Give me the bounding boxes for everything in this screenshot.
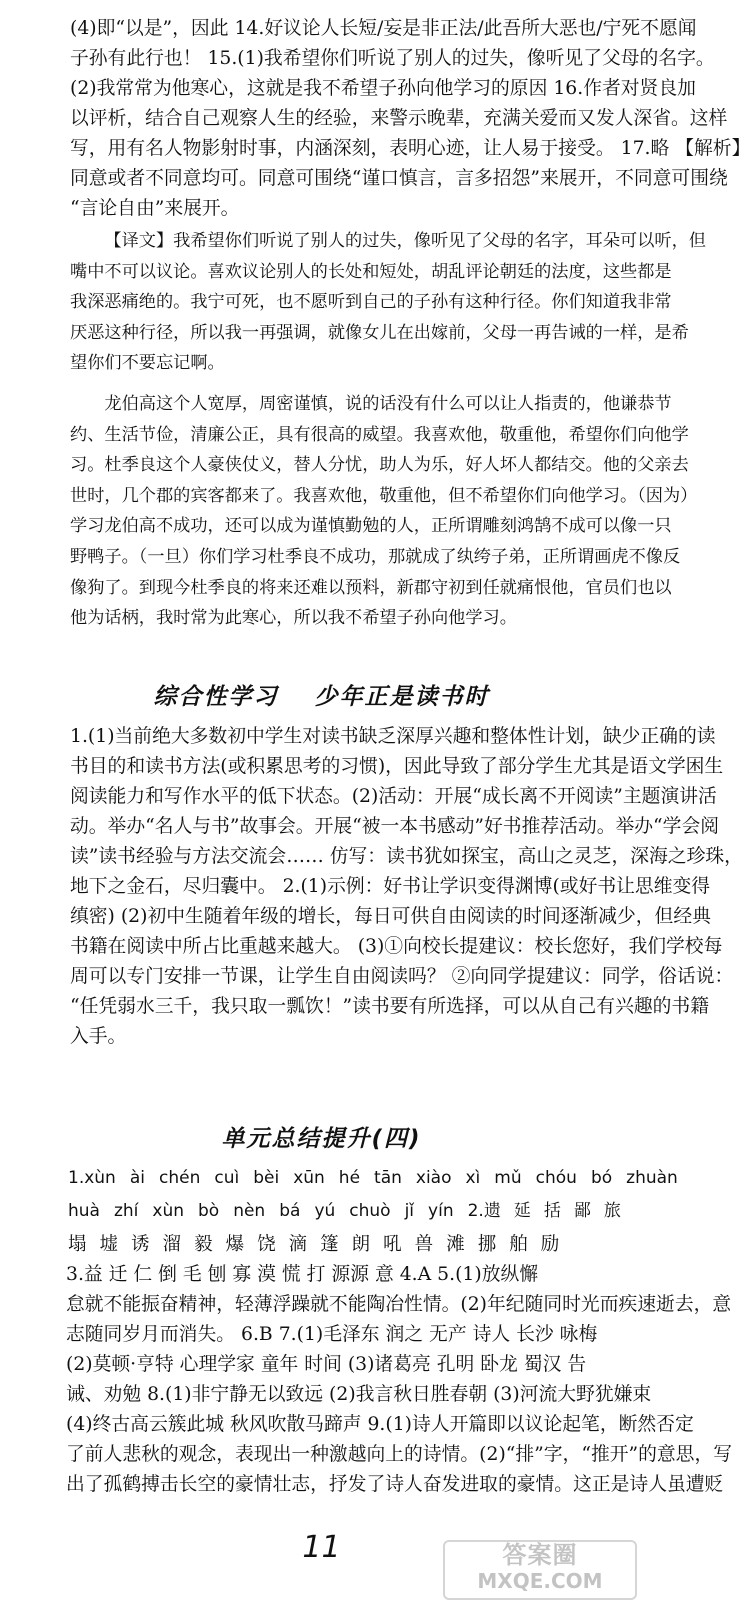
pinyin-item: xiào [415,1168,452,1188]
text-line: (4)终古高云簇此城 秋风吹散马蹄声 9.(1)诗人开篇即以议论起笔，断然否定 [66,1414,694,1435]
watermark-text-top: 答案圈 [502,1541,578,1569]
text-line: 书目的和读书方法(或积累思考的习惯)，因此导致了部分学生尤其是语文学困生 [70,756,724,777]
watermark-logo [443,1540,637,1600]
text-line: 嘴中不可以议论。喜欢议论别人的长处和短处，胡乱评论朝廷的法度，这些都是 [70,261,672,282]
pinyin-row-2 [68,1195,628,1228]
text-line: 以评析，结合自己观察人生的经验，来警示晚辈，充满关爱而又发人深省。这样 [70,108,728,129]
text-line: 周可以专门安排一节课，让学生自由阅读吗？ ②向同学提建议：同学，俗话说： [70,966,734,987]
pinyin-item: nèn [233,1201,266,1221]
pinyin-item: yú [314,1201,336,1221]
hanzi-item: 滴 [288,1234,308,1255]
hanzi-item: 舶 [509,1234,528,1255]
pinyin-item: xùn [152,1201,184,1221]
hanzi-item: 旅 [603,1201,621,1221]
pinyin-item: yín [428,1201,454,1221]
text-line: (4)即“以是”，因此 14.好议论人长短/妄是非正法/此吾所大恶也/宁死不愿闻 [70,18,697,39]
text-line: 学习龙伯高不成功，还可以成为谨慎勤勉的人，正所谓雕刻鸿鹄不成可以像一只 [70,516,672,537]
section-title-part-a: 综合性学习 [153,684,279,710]
pinyin-item: bá [279,1201,301,1221]
pinyin-item: hé [338,1168,361,1188]
text-line: 动。举办“名人与书”故事会。开展“被一本书感动”好书推荐活动。举办“学会阅 [70,816,720,837]
pinyin-item: mǔ [494,1168,522,1188]
pinyin-item: jǐ [404,1201,415,1221]
text-line: 诫、劝勉 8.(1)非宁静无以致远 (2)我言秋日胜春朝 (3)河流大野犹嫌束 [66,1384,652,1405]
text-line: 地下之金石，尽归囊中。 2.(1)示例：好书让学识变得渊博(或好书让思维变得 [70,876,711,897]
text-line: 子孙有此行也！ 15.(1)我希望你们听说了别人的过失，像听见了父母的名字。 [70,48,715,69]
pinyin-item: chuò [349,1201,391,1221]
pinyin-item: huà [68,1201,100,1221]
section-title-unit-summary: 单元总结提升(四) [221,1126,422,1152]
pinyin-item: 1.xùn [68,1168,116,1188]
hanzi-item: 朗 [351,1234,371,1255]
hanzi-item: 2.遗 [467,1201,501,1221]
pinyin-item: chén [158,1168,201,1188]
hanzi-item: 诱 [131,1234,150,1255]
hanzi-item: 鄙 [573,1201,591,1221]
text-line: 1.(1)当前绝大多数初中学生对读书缺乏深厚兴趣和整体性计划，缺少正确的读 [70,726,716,747]
pinyin-item: bèi [253,1168,280,1188]
hanzi-item: 墟 [99,1234,119,1255]
hanzi-item: 塌 [68,1234,87,1255]
hanzi-item: 吼 [383,1234,402,1255]
pinyin-item: bó [590,1168,613,1188]
answers-section-1 [70,14,750,224]
text-line: 读”读书经验与方法交流会…… 仿写：读书犹如探宝，高山之灵芝，深海之珍珠， [70,846,743,867]
text-line: 出了孤鹤搏击长空的豪情壮志，抒发了诗人奋发进取的豪情。这正是诗人虽遭贬 [66,1474,724,1495]
text-line: 志随同岁月而消失。 6.B 7.(1)毛泽东 润之 无产 诗人 长沙 咏梅 [66,1324,598,1345]
pinyin-item: xì [465,1168,481,1188]
text-line: 我深恶痛绝的。我宁可死，也不愿听到自己的子孙有这种行径。你们知道我非常 [70,292,672,313]
hanzi-item: 毅 [194,1234,213,1255]
page-number: 11 [302,1530,341,1565]
text-line: 世时，几个郡的宾客都来了。我喜欢他，敬重他，但不希望你们向他学习。（因为） [70,485,698,506]
section-title-comprehensive-study [0,678,643,711]
text-line: 【译文】我希望你们听说了别人的过失，像听见了父母的名字，耳朵可以听，但 [104,231,706,251]
pinyin-item: xūn [293,1168,325,1188]
text-line: 他为话柄，我时常为此寒心，所以我不希望子孙向他学习。 [70,608,517,629]
text-line: 约、生活节俭，清廉公正，具有很高的威望。我喜欢他，敬重他，希望你们向他学 [70,424,689,445]
pinyin-item: tān [374,1168,402,1188]
text-line: 像狗了。到现今杜季良的将来还难以预料，新郡守初到任就痛恨他，官员们也以 [70,577,672,598]
translation-section [70,226,706,634]
text-line: 写，用有名人物影射时事，内涵深刻，表明心迹，让人易于接受。 17.略 【解析】 [70,138,750,159]
pinyin-item: ài [129,1168,145,1188]
hanzi-item: 爆 [225,1234,245,1255]
hanzi-item: 括 [543,1201,561,1221]
text-line: 怠就不能振奋精神，轻薄浮躁就不能陶冶性情。(2)年纪随同时光而疾速逝去，意 [66,1294,732,1315]
text-line: 书籍在阅读中所占比重越来越大。 (3)①向校长提建议：校长您好，我们学校每 [70,936,723,957]
answers-section-3 [66,1260,733,1500]
text-line: 同意或者不同意均可。同意可围绕“谨口慎言，言多招怨”来展开，不同意可围绕 [70,168,728,189]
pinyin-item: zhí [113,1201,139,1221]
text-line: 龙伯高这个人宽厚，周密谨慎，说的话没有什么可以让人指责的，他谦恭节 [104,393,672,414]
text-line: “言论自由”来展开。 [70,198,240,219]
text-line: “任凭弱水三千，我只取一瓢饮！”读书要有所选择，可以从自己有兴趣的书籍 [70,996,709,1017]
hanzi-item: 饶 [257,1234,276,1255]
hanzi-row-3 [68,1228,628,1261]
text-line: (2)我常常为他寒心，这就是我不希望子孙向他学习的原因 16.作者对贤良加 [70,78,696,99]
text-line: 厌恶这种行径，所以我一再强调，就像女儿在出嫁前，父母一再告诫的一样，是希 [70,322,689,343]
text-line: 野鸭子。（一旦）你们学习杜季良不成功，那就成了纨绔子弟，正所谓画虎不像反 [70,546,681,567]
hanzi-item: 挪 [477,1234,497,1255]
pinyin-row-1 [68,1162,678,1195]
section-title-part-b: 少年正是读书时 [314,684,490,710]
text-line: 阅读能力和写作水平的低下状态。(2)活动：开展“成长离不开阅读”主题演讲活 [70,786,717,807]
text-line: 入手。 [70,1026,127,1047]
hanzi-item: 兽 [414,1234,434,1255]
text-line: 习。杜季良这个人豪侠仗义，替人分忧，助人为乐，好人坏人都结交。他的父亲去 [70,455,689,476]
text-line: (2)莫顿·亨特 心理学家 童年 时间 (3)诸葛亮 孔明 卧龙 蜀汉 告 [66,1354,587,1375]
text-line: 缜密) (2)初中生随着年级的增长，每日可供自由阅读的时间逐渐减少，但经典 [70,906,711,927]
pinyin-item: bò [198,1201,220,1221]
text-line: 3.益 迁 仁 倒 毛 刨 寡 漠 慌 打 源源 意 4.A 5.(1)放纵懈 [66,1264,539,1285]
watermark-text-bottom: MXQE.COM [477,1569,603,1593]
pinyin-item: chóu [535,1168,577,1188]
text-line: 望你们不要忘记啊。 [70,353,225,374]
pinyin-item: cuì [214,1168,240,1188]
pinyin-item: zhuàn [626,1168,678,1188]
hanzi-item: 励 [540,1234,560,1255]
answers-section-2 [70,722,743,1052]
hanzi-item: 滩 [446,1234,465,1255]
pinyin-block [68,1162,678,1261]
hanzi-item: 延 [513,1201,531,1221]
text-line: 了前人悲秋的观念，表现出一种激越向上的诗情。(2)“排”字，“推开”的意思，写 [66,1444,733,1465]
hanzi-item: 溜 [162,1234,182,1255]
hanzi-item: 篷 [320,1234,339,1255]
